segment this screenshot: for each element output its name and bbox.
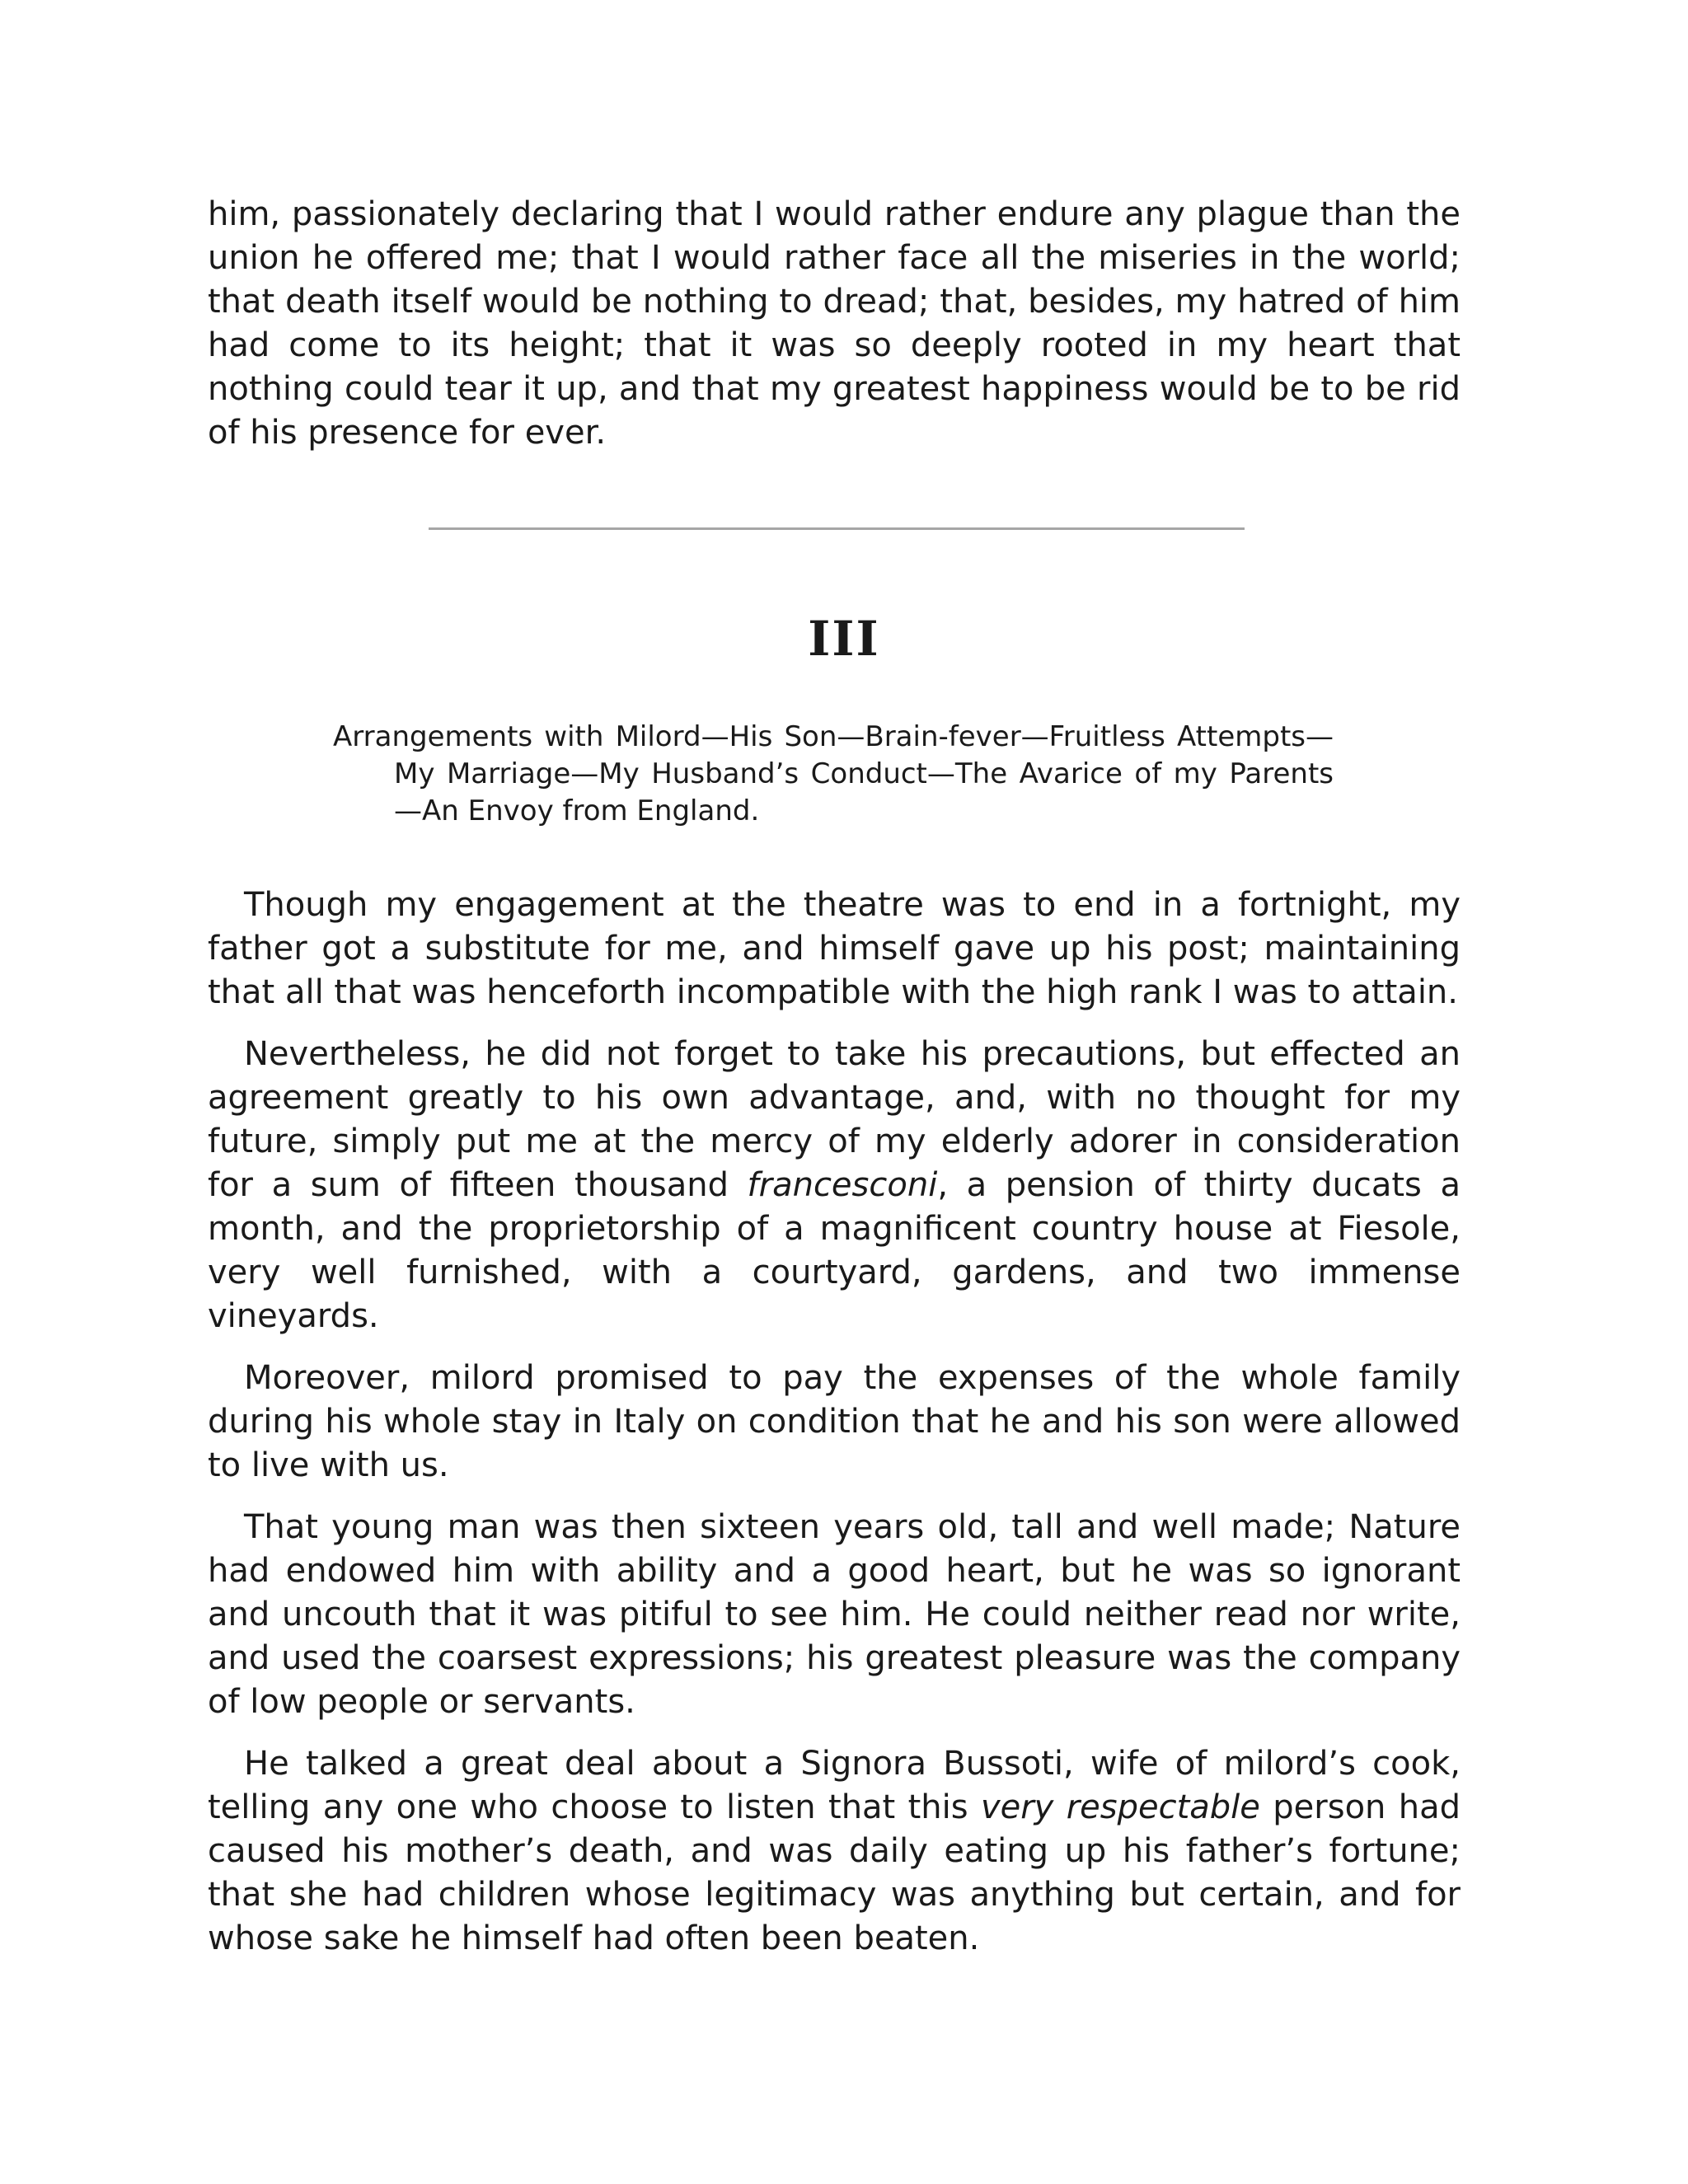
paragraph-3: Moreover, milord promised to pay the expenses of the whole family during his whole stay in Italy on condition that he and his son were allowed to live with us. <box>208 1359 1461 1484</box>
paragraph-2-text-a: Nevertheless, he did not forget to take his precautions, but effected an agreement greatly to his own advantage, and, with no thought for my future, simply put me at the mercy of my elderly adorer in consideration for a sum of fifteen thousand <box>208 1035 1461 1204</box>
paragraph-5-text-b: person had caused his mother’s death, and was daily eating up his father’s fortune; that she had children whose legitimacy was anything but certain, and for whose sake he himself had often been beaten. <box>208 1788 1461 1957</box>
chapter-body <box>208 883 1461 1961</box>
continued-paragraph: him, passionately declaring that I would rather endure any plague than the union he offered me; that I would rather face all the miseries in the world; that death itself would be nothing to dread; that, besides, my hatred of him had come to its height; that it was so deeply rooted in my heart that nothing could tear it up, and that my greatest happiness would be to be rid of his presence for ever. <box>208 195 1461 452</box>
section-divider <box>429 527 1245 530</box>
chapter-synopsis: Arrangements with Milord—His Son—Brain-fever—Fruitless Attempts—My Marriage—My Husband’s Conduct—The Avarice of my Parents—An Envoy from England. <box>333 720 1334 827</box>
paragraph-5 <box>208 1742 1461 1961</box>
chapter-heading: III <box>808 611 880 667</box>
paragraph-2-italic: francesconi <box>747 1166 938 1204</box>
paragraph-2-text-b: , a pension of thirty ducats a month, and the proprietorship of a magnificent country house at Fiesole, very well furnished, with a courtyard, gardens, and two immense vineyards. <box>208 1166 1461 1335</box>
paragraph-4: That young man was then sixteen years old, tall and well made; Nature had endowed him with ability and a good heart, but he was so ignorant and uncouth that it was pitiful to see him. He could neither read nor write, and used the coarsest expressions; his greatest pleasure was the company of low people or servants. <box>208 1508 1461 1721</box>
paragraph-5-italic: very respectable <box>980 1788 1260 1826</box>
paragraph-1: Though my engagement at the theatre was to end in a fortnight, my father got a substitute for me, and himself gave up his post; maintaining that all that was henceforth incompatible with the high rank I was to attain. <box>208 886 1461 1011</box>
paragraph-2 <box>208 1033 1461 1338</box>
page-content <box>208 193 1461 455</box>
paragraph-5-text-a: He talked a great deal about a Signora Bussoti, wife of milord’s cook, telling any one who choose to listen that this <box>208 1745 1461 1826</box>
